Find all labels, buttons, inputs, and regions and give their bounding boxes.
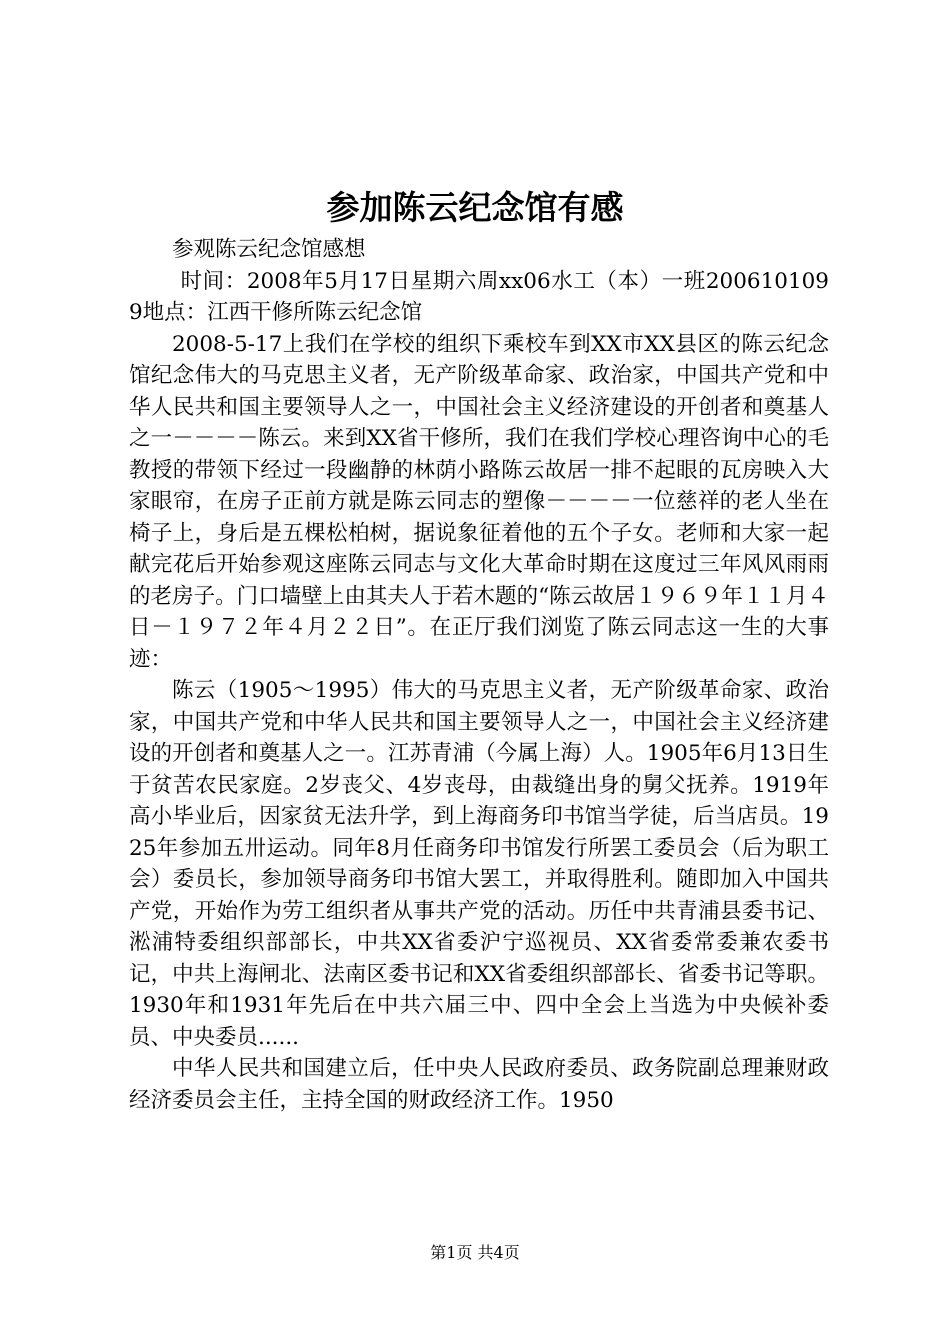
document-title: 参加陈云纪念馆有感 [326,188,624,227]
biography-paragraph: 陈云（1905～1995）伟大的马克思主义者，无产阶级革命家、政治家，中国共产党和中华人民共和国主要领导人之一，中国社会主义经济建设的开创者和奠基人之一。江苏青浦（今属上海）人。1905年6月13日生于贫苦农民家庭。2岁丧父、4岁丧母，由裁缝出身的舅父抚养。1919年高小毕业后，因家贫无法升学，到上海商务印书馆当学徒，后当店员。1925年参加五卅运动。同年8月任商务印书馆发行所罢工委员会（后为职工会）委员长，参加领导商务印书馆大罢工，并取得胜利。随即加入中国共产党，开始作为劳工组织者从事共产党的活动。历任中共青浦县委书记、淞浦特委组织部部长，中共XX省委沪宁巡视员、XX省委常委兼农委书记，中共上海闸北、法南区委书记和XX省委组织部部长、省委书记等职。1930年和1931年先后在中共六届三中、四中全会上当选为中央候补委员、中央委员...... [129,678,829,1050]
subtitle-paragraph: 参观陈云纪念馆感想 [172,237,366,262]
page-number-footer: 第1页 共4页 [430,1243,520,1262]
prc-career-paragraph: 中华人民共和国建立后，任中央人民政府委员、政务院副总理兼财政经济委员会主任，主持全国的财政经济工作。1950 [129,1056,829,1113]
document-body [129,234,829,1116]
visit-paragraph: 2008-5-17上我们在学校的组织下乘校车到XX市XX县区的陈云纪念馆纪念伟大的马克思主义者，无产阶级革命家、政治家，中国共产党和中华人民共和国主要领导人之一，中国社会主义经济建设的开创者和奠基人之一－－－－陈云。来到XX省干修所，我们在我们学校心理咨询中心的毛教授的带领下经过一段幽静的林荫小路陈云故居一排不起眼的瓦房映入大家眼帘，在房子正前方就是陈云同志的塑像－－－－一位慈祥的老人坐在椅子上，身后是五棵松柏树，据说象征着他的五个子女。老师和大家一起献完花后开始参观这座陈云同志与文化大革命时期在这度过三年风风雨雨的老房子。门口墙壁上由其夫人于若木题的“陈云故居１９６９年１１月４日－１９７２年４月２２日”。在正厅我们浏览了陈云同志这一生的大事迹： [129,331,829,672]
time-location-paragraph: 时间：2008年5月17日星期六周xx06水工（本）一班2006101099地点：江西干修所陈云纪念馆 [129,268,829,325]
